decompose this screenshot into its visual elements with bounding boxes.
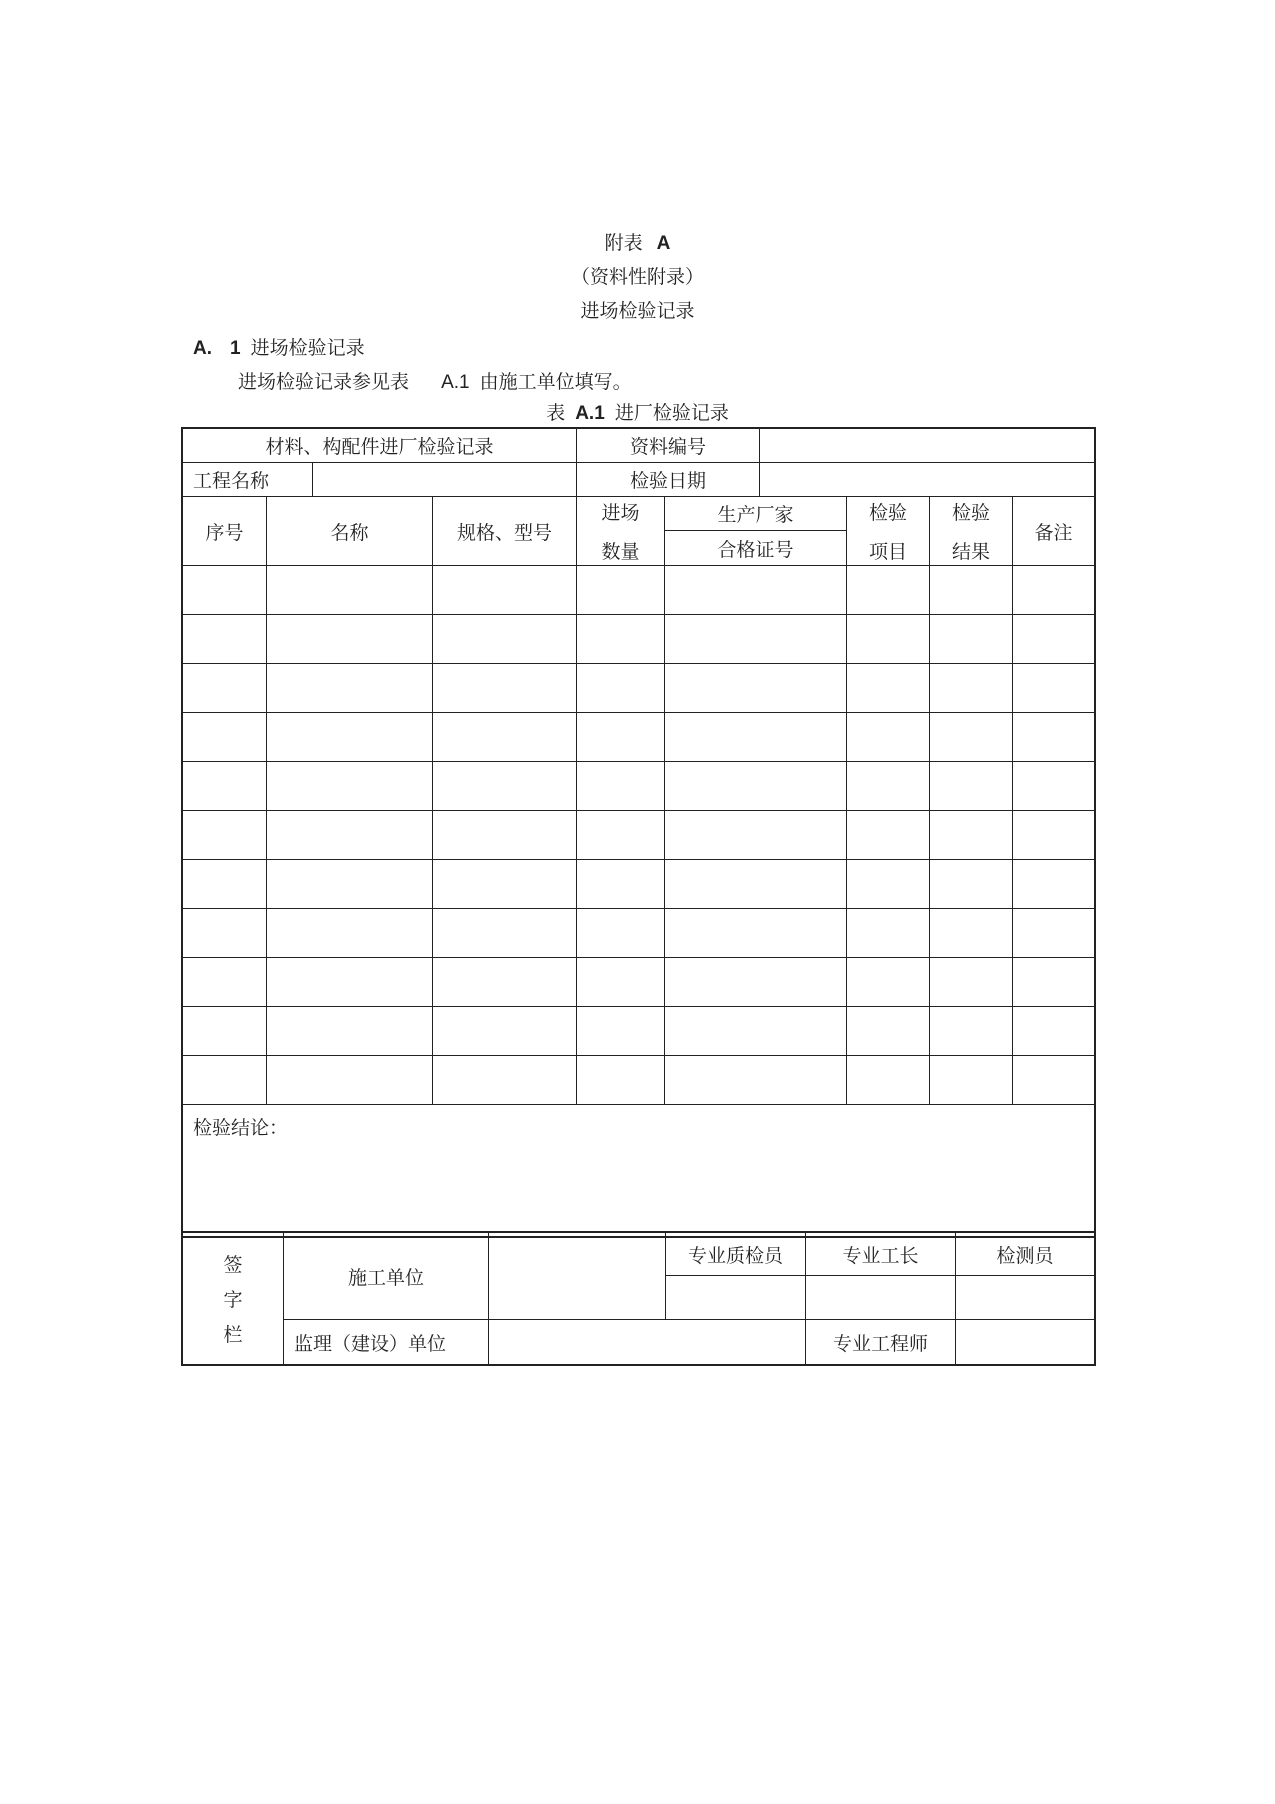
table-row bbox=[183, 1007, 1095, 1056]
cell[interactable] bbox=[577, 811, 665, 860]
foreman-sign-field[interactable] bbox=[806, 1276, 956, 1320]
cell[interactable] bbox=[930, 811, 1013, 860]
cell[interactable] bbox=[433, 713, 577, 762]
table-row bbox=[183, 811, 1095, 860]
doc-no-field[interactable] bbox=[760, 429, 1095, 463]
cell[interactable] bbox=[1013, 958, 1095, 1007]
appendix-letter: A bbox=[656, 233, 671, 254]
cell[interactable] bbox=[267, 958, 433, 1007]
cell[interactable] bbox=[1013, 1007, 1095, 1056]
cell[interactable] bbox=[183, 1007, 267, 1056]
table-row bbox=[183, 762, 1095, 811]
section-heading bbox=[193, 333, 365, 360]
engineer-label: 专业工程师 bbox=[806, 1320, 956, 1365]
table-row bbox=[183, 615, 1095, 664]
cell[interactable] bbox=[433, 860, 577, 909]
doc-no-label: 资料编号 bbox=[577, 429, 760, 463]
cell[interactable] bbox=[267, 615, 433, 664]
cell[interactable] bbox=[267, 860, 433, 909]
cell[interactable] bbox=[1013, 615, 1095, 664]
cell[interactable] bbox=[433, 1007, 577, 1056]
cell[interactable] bbox=[267, 1056, 433, 1105]
cell[interactable] bbox=[930, 713, 1013, 762]
col-cert-header: 合格证号 bbox=[665, 531, 847, 566]
signature-column-label bbox=[183, 1233, 284, 1365]
cell[interactable] bbox=[577, 664, 665, 713]
engineer-sign-field[interactable] bbox=[956, 1320, 1095, 1365]
cell[interactable] bbox=[577, 615, 665, 664]
para-text-1: 进场检验记录参见表 bbox=[238, 371, 410, 393]
cell[interactable] bbox=[665, 1056, 847, 1105]
col-remark-header: 备注 bbox=[1013, 497, 1095, 566]
para-table-ref: A.1 bbox=[441, 372, 470, 393]
cell[interactable] bbox=[847, 664, 930, 713]
cell[interactable] bbox=[183, 958, 267, 1007]
cell[interactable] bbox=[577, 1007, 665, 1056]
cell[interactable] bbox=[183, 566, 267, 615]
caption-number: A.1 bbox=[575, 403, 605, 424]
appendix-title: 进场检验记录 bbox=[580, 300, 695, 322]
cell[interactable] bbox=[847, 762, 930, 811]
form-header-title: 材料、构配件进厂检验记录 bbox=[183, 429, 577, 463]
cell[interactable] bbox=[1013, 860, 1095, 909]
cell[interactable] bbox=[267, 909, 433, 958]
section-number: A. bbox=[193, 338, 212, 359]
project-name-label: 工程名称 bbox=[183, 463, 313, 497]
cell[interactable] bbox=[577, 958, 665, 1007]
cell[interactable] bbox=[930, 1056, 1013, 1105]
table-row bbox=[183, 958, 1095, 1007]
cell[interactable] bbox=[183, 713, 267, 762]
cell[interactable] bbox=[267, 811, 433, 860]
cell[interactable] bbox=[183, 811, 267, 860]
cell[interactable] bbox=[847, 713, 930, 762]
cell[interactable] bbox=[433, 664, 577, 713]
col-seq-header: 序号 bbox=[183, 497, 267, 566]
cell[interactable] bbox=[183, 762, 267, 811]
table-row bbox=[183, 1056, 1095, 1105]
cell[interactable] bbox=[665, 713, 847, 762]
cell[interactable] bbox=[433, 958, 577, 1007]
cell[interactable] bbox=[665, 1007, 847, 1056]
foreman-label: 专业工长 bbox=[806, 1233, 956, 1276]
cell[interactable] bbox=[665, 860, 847, 909]
signature-table bbox=[182, 1232, 1095, 1365]
inspection-date-label: 检验日期 bbox=[577, 463, 760, 497]
cell[interactable] bbox=[183, 615, 267, 664]
contractor-label: 施工单位 bbox=[284, 1233, 489, 1320]
cell[interactable] bbox=[1013, 1056, 1095, 1105]
col-maker-header: 生产厂家 bbox=[665, 497, 847, 531]
table-row bbox=[183, 860, 1095, 909]
col-result-line2: 结果 bbox=[952, 541, 991, 563]
cell[interactable] bbox=[930, 958, 1013, 1007]
cell[interactable] bbox=[183, 1056, 267, 1105]
cell[interactable] bbox=[847, 909, 930, 958]
col-spec-header: 规格、型号 bbox=[433, 497, 577, 566]
cell[interactable] bbox=[847, 1056, 930, 1105]
tester-sign-field[interactable] bbox=[956, 1276, 1095, 1320]
cell[interactable] bbox=[267, 713, 433, 762]
cell[interactable] bbox=[1013, 664, 1095, 713]
cell[interactable] bbox=[577, 713, 665, 762]
sign-label-char-1: 签 bbox=[223, 1254, 243, 1276]
cell[interactable] bbox=[665, 762, 847, 811]
cell[interactable] bbox=[930, 566, 1013, 615]
table-row bbox=[183, 664, 1095, 713]
cell[interactable] bbox=[847, 1007, 930, 1056]
cell[interactable] bbox=[433, 615, 577, 664]
section-paragraph bbox=[238, 367, 632, 394]
cell[interactable] bbox=[433, 909, 577, 958]
cell[interactable] bbox=[930, 1007, 1013, 1056]
qc-inspector-label: 专业质检员 bbox=[666, 1233, 806, 1276]
cell[interactable] bbox=[930, 615, 1013, 664]
cell[interactable] bbox=[267, 566, 433, 615]
supervisor-sign-field[interactable] bbox=[489, 1320, 806, 1365]
cell[interactable] bbox=[930, 909, 1013, 958]
section-title: 进场检验记录 bbox=[250, 337, 365, 359]
cell[interactable] bbox=[847, 958, 930, 1007]
cell[interactable] bbox=[433, 762, 577, 811]
cell[interactable] bbox=[665, 811, 847, 860]
tester-label: 检测员 bbox=[956, 1233, 1095, 1276]
conclusion-label: 检验结论： bbox=[193, 1117, 289, 1139]
cell[interactable] bbox=[930, 762, 1013, 811]
col-result-header bbox=[930, 497, 1013, 566]
cell[interactable] bbox=[847, 615, 930, 664]
cell[interactable] bbox=[847, 566, 930, 615]
cell[interactable] bbox=[665, 566, 847, 615]
col-qty-header bbox=[577, 497, 665, 566]
cell[interactable] bbox=[847, 811, 930, 860]
sign-label-char-2: 字 bbox=[223, 1289, 243, 1311]
inspection-form bbox=[182, 428, 1095, 1237]
cell[interactable] bbox=[267, 664, 433, 713]
inspection-date-field[interactable] bbox=[760, 463, 1095, 497]
col-result-line1: 检验 bbox=[952, 502, 991, 524]
cell[interactable] bbox=[433, 811, 577, 860]
cell[interactable] bbox=[847, 860, 930, 909]
appendix-heading bbox=[0, 228, 1275, 255]
cell[interactable] bbox=[665, 664, 847, 713]
cell[interactable] bbox=[433, 1056, 577, 1105]
table-caption bbox=[0, 398, 1275, 425]
cell[interactable] bbox=[267, 1007, 433, 1056]
col-item-line2: 项目 bbox=[869, 541, 908, 563]
appendix-label: 附表 bbox=[604, 232, 643, 254]
cell[interactable] bbox=[577, 860, 665, 909]
contractor-sign-field[interactable] bbox=[489, 1233, 666, 1320]
cell[interactable] bbox=[1013, 762, 1095, 811]
sign-label-char-3: 栏 bbox=[223, 1324, 243, 1346]
col-qty-line1: 进场 bbox=[601, 502, 640, 524]
section-number-sub: 1 bbox=[230, 338, 241, 359]
appendix-subtitle: （资料性附录） bbox=[570, 266, 704, 288]
project-name-field[interactable] bbox=[313, 463, 577, 497]
table-row bbox=[183, 566, 1095, 615]
cell[interactable] bbox=[267, 762, 433, 811]
cell[interactable] bbox=[665, 615, 847, 664]
col-item-line1: 检验 bbox=[869, 502, 908, 524]
cell[interactable] bbox=[665, 958, 847, 1007]
cell[interactable] bbox=[1013, 811, 1095, 860]
cell[interactable] bbox=[183, 664, 267, 713]
cell[interactable] bbox=[577, 1056, 665, 1105]
cell[interactable] bbox=[1013, 713, 1095, 762]
caption-title: 进厂检验记录 bbox=[614, 402, 729, 424]
conclusion-area[interactable] bbox=[183, 1105, 1095, 1237]
cell[interactable] bbox=[930, 860, 1013, 909]
caption-prefix: 表 bbox=[546, 402, 566, 424]
col-item-header bbox=[847, 497, 930, 566]
cell[interactable] bbox=[183, 860, 267, 909]
col-name-header: 名称 bbox=[267, 497, 433, 566]
table-row bbox=[183, 713, 1095, 762]
cell[interactable] bbox=[1013, 566, 1095, 615]
cell[interactable] bbox=[577, 566, 665, 615]
cell[interactable] bbox=[183, 909, 267, 958]
para-text-2: 由施工单位填写。 bbox=[479, 371, 632, 393]
qc-inspector-sign-field[interactable] bbox=[666, 1276, 806, 1320]
col-qty-line2: 数量 bbox=[601, 541, 640, 563]
cell[interactable] bbox=[433, 566, 577, 615]
cell[interactable] bbox=[577, 909, 665, 958]
table-row bbox=[183, 909, 1095, 958]
cell[interactable] bbox=[665, 909, 847, 958]
supervisor-label: 监理（建设）单位 bbox=[284, 1320, 489, 1365]
cell[interactable] bbox=[930, 664, 1013, 713]
cell[interactable] bbox=[577, 762, 665, 811]
cell[interactable] bbox=[1013, 909, 1095, 958]
